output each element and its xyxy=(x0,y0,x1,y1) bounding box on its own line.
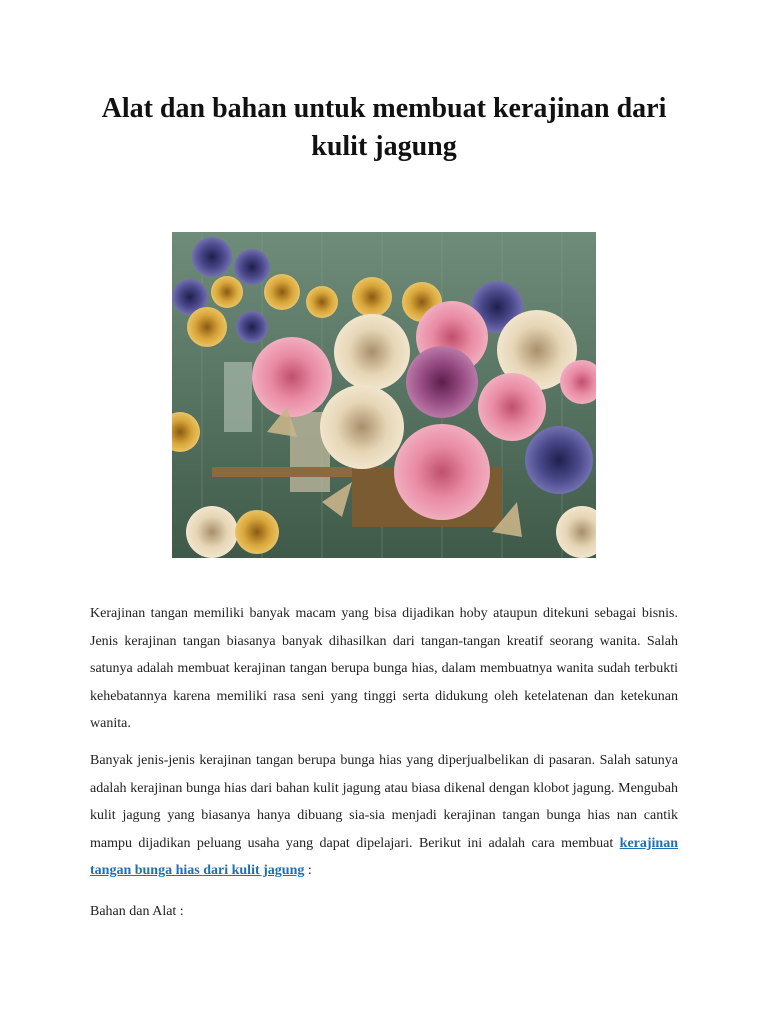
paragraph-text-end: : xyxy=(304,863,312,878)
corn-husk-flowers-photo xyxy=(172,232,596,558)
materials-heading: Bahan dan Alat : xyxy=(90,904,184,919)
paragraph-intro: Kerajinan tangan memiliki banyak macam yang bisa dijadikan hoby ataupun ditekuni sebagai bisnis. Jenis kerajinan tangan biasanya banyak dihasilkan dari tangan-tangan kreatif seorang wanita. Salah satunya adalah membuat kerajinan tangan berupa bunga hias, dalam membuatnya wanita sudah terbukti kehebatannya karena memiliki rasa seni yang tinggi serta didukung oleh ketelatenan dan ketekunan wanita. xyxy=(90,606,678,731)
document-title: Alat dan bahan untuk membuat kerajinan dari kulit jagung xyxy=(101,93,667,162)
paragraph-corn-husk xyxy=(90,747,678,885)
paragraph-text: Banyak jenis-jenis kerajinan tangan berupa bunga hias yang diperjualbelikan di pasaran. Salah satunya adalah kerajinan bunga hias dari bahan kulit jagung atau biasa dikenal dengan klobot jagung. Mengubah kulit jagung yang biasanya hanya dibuang sia-sia menjadi kerajinan tangan bunga hias nan cantik mampu dijadikan peluang usaha yang dapat dipelajari. Berikut ini adalah cara membuat xyxy=(90,753,678,851)
flowers-illustration xyxy=(172,232,596,558)
corn-husk-craft-link[interactable]: kerajinan tangan bunga hias dari kulit jagung xyxy=(90,835,678,878)
